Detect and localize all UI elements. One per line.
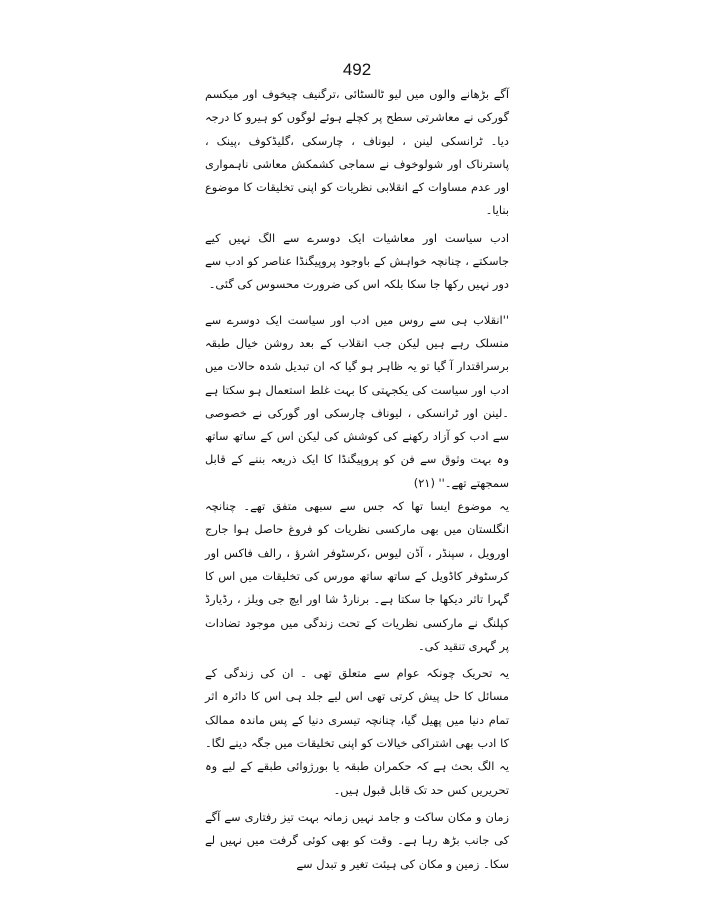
paragraph-5: زمان و مکان ساکت و جامد نہیں زمانہ بہت تیز رفتاری سے آگے کی جانب بڑھ رہا ہے۔ وقت کو بھی کوئی گرفت میں نہیں لے سکا۔ زمین و مکان کی ہیئت تغیر و تبدل سے [205,809,509,871]
page-number: 492 [342,60,372,79]
body-text [205,83,509,876]
block-quote: ''انقلاب ہی سے روس میں ادب اور سیاست ایک دوسرے سے منسلک رہے ہیں لیکن جب انقلاب کے بعد روشن خیال طبقہ برسراقتدار آ گیا تو یہ ظاہر ہو گیا کہ ان تبدیل شدہ حالات میں ادب اور سیاست کی یکجہتی کا بہت غلط استعمال ہو سکتا ہے ۔لینن اور ٹرانسکی ، لیوناف چارسکی اور گورکی نے خصوصی سے ادب کو آزاد رکھنے کی کوشش کی لیکن اس کے ساتھ ساتھ وہ بہت وثوق سے فن کو پروپیگنڈا کا ایک ذریعہ بننے کے قابل سمجھتے تھے۔'' (۲۱) [205,312,509,490]
paragraph-1: آگے بڑھانے والوں میں لیو ٹالسٹائی ،ترگنیف چیخوف اور میکسم گورکی نے معاشرتی سطح پر کچلے ہوئے لوگوں کو ہیرو کا درجہ دیا۔ ٹرانسکی لینن ، لیوناف ، چارسکی ،گلیڈکوف ،پینک ، پاسترناک اور شولوخوف نے سماجی کشمکش معاشی ناہمواری اور عدم مساوات کے انقلابی نظریات کو اپنی تخلیقات کا موضوع بنایا۔ [205,87,509,218]
paragraph-2: ادب سیاست اور معاشیات ایک دوسرے سے الگ نہیں کیے جاسکتے ، چنانچہ خواہش کے باوجود پروپیگنڈا عناصر کو ادب سے دور نہیں رکھا جا سکا بلکہ اس کی ضرورت محسوس کی گئی۔ [205,230,509,292]
paragraph-4: یہ تحریک چونکہ عوام سے متعلق تھی ۔ ان کی زندگی کے مسائل کا حل پیش کرتی تھی اس لیے جلد ہی اس کا دائرہ اثر تمام دنیا میں پھیل گیا، چنانچہ تیسری دنیا کے پس ماندہ ممالک کا ادب بھی اشتراکی خیالات کو اپنی تخلیقات میں جگہ دینے لگا۔ یہ الگ بحث ہے کہ حکمران طبقہ یا بورژوائی طبقے کے لیے وہ تحریریں کس حد تک قابل قبول ہیں۔ [205,666,509,797]
paragraph-3: یہ موضوع ایسا تھا کہ جس سے سبھی متفق تھے۔ چنانچہ انگلستان میں بھی مارکسی نظریات کو فروغ حاصل ہوا جارج اورویل ، سپنڈر ، آڈن لیوس ،کرسٹوفر اشرؤ ، رالف فاکس اور کرسٹوفر کاڈویل کے ساتھ ساتھ مورس کی تخلیقات میں اس کا گہرا تاثر دیکھا جا سکتا ہے۔ برنارڈ شا اور ایچ جی ویلز ، رڈیارڈ کپلنگ نے مارکسی نظریات کے تحت زندگی میں موجود تضادات پر گہری تنقید کی۔ [205,499,509,653]
